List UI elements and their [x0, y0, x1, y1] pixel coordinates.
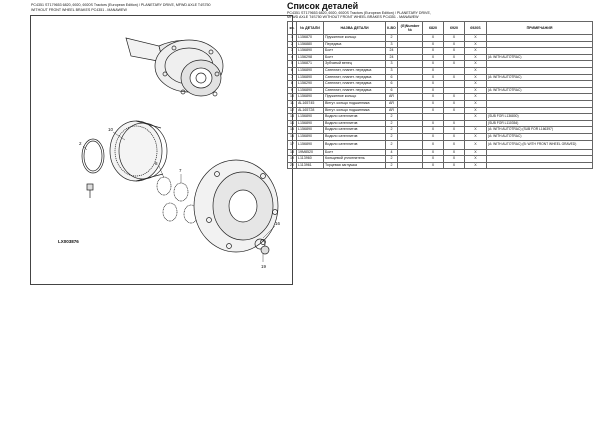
- model-6920s-cell: X: [465, 133, 487, 140]
- model-6920-cell: X: [444, 74, 465, 81]
- model-6920s-cell: X: [465, 127, 487, 134]
- quantity-cell: 6: [386, 81, 398, 88]
- quantity-cell: 2: [386, 162, 398, 169]
- part-name-cell: Водило сателлитов: [324, 114, 386, 121]
- model-6920s-cell: X: [465, 149, 487, 156]
- parts-list-subtitle-line1: PC4351 ST179653 6820, 6920, 6920S Tractors (European Edition) / PLANETARY DRIVE,: [287, 11, 431, 15]
- callout-label: 8: [155, 161, 158, 166]
- part-number-cell: L156870: [297, 35, 324, 42]
- column-header: 6920: [444, 22, 465, 35]
- quantity-cell: 2: [386, 114, 398, 121]
- model-6920-cell: X: [444, 156, 465, 163]
- item-number-cell: 17: [288, 140, 297, 149]
- g-number-cell: [398, 67, 423, 74]
- quantity-cell: 24: [386, 54, 398, 61]
- model-6920-cell: [444, 67, 465, 74]
- part-number-cell: L156890: [297, 74, 324, 81]
- part-name-cell: Водило сателлитов: [324, 120, 386, 127]
- model-6920s-cell: X: [465, 94, 487, 101]
- remarks-cell: (SUB FOR L110354): [487, 120, 593, 127]
- column-header: К-ВО: [386, 22, 398, 35]
- model-6820-cell: X: [423, 67, 444, 74]
- table-row: [288, 133, 593, 140]
- quantity-cell: 2: [386, 133, 398, 140]
- item-number-cell: 2: [288, 41, 297, 48]
- item-number-cell: 11: [288, 100, 297, 107]
- item-number-cell: 8: [288, 81, 297, 88]
- table-row: [288, 114, 593, 121]
- model-6920s-cell: X: [465, 81, 487, 88]
- column-header: 6920S: [465, 22, 487, 35]
- g-number-cell: [398, 149, 423, 156]
- callout-label: 2: [79, 141, 82, 146]
- model-6920-cell: [444, 114, 465, 121]
- g-number-cell: [398, 127, 423, 134]
- snap-ring-drawing: [82, 139, 104, 173]
- model-6820-cell: X: [423, 127, 444, 134]
- g-number-cell: [398, 35, 423, 42]
- model-6920-cell: X: [444, 149, 465, 156]
- model-6820-cell: X: [423, 87, 444, 94]
- model-6920s-cell: X: [465, 54, 487, 61]
- parts-table-header: [288, 22, 593, 35]
- diagram-header-line2: WITHOUT FRONT WHEEL BRAKES PC4351 - MANAWEW: [31, 7, 127, 12]
- model-6920-cell: X: [444, 61, 465, 68]
- quantity-cell: 6: [386, 74, 398, 81]
- table-row: [288, 100, 593, 107]
- g-number-cell: [398, 87, 423, 94]
- column-header: ПРИМЕЧАНИЯ: [487, 22, 593, 35]
- model-6920s-cell: X: [465, 87, 487, 94]
- g-number-cell: [398, 61, 423, 68]
- model-6820-cell: X: [423, 35, 444, 42]
- part-number-cell: L156890: [297, 120, 324, 127]
- g-number-cell: [398, 81, 423, 88]
- part-number-cell: L156871: [297, 61, 324, 68]
- part-number-cell: L113960: [297, 156, 324, 163]
- item-number-cell: 3: [288, 48, 297, 55]
- quantity-cell: 2: [386, 120, 398, 127]
- column-header: кн.: [288, 22, 297, 35]
- item-number-cell: 16: [288, 133, 297, 140]
- quantity-cell: 3: [386, 67, 398, 74]
- part-number-cell: L156890: [297, 48, 324, 55]
- part-name-cell: Сателлит, планет. передача: [324, 81, 386, 88]
- item-number-cell: 14: [288, 120, 297, 127]
- g-number-cell: [398, 120, 423, 127]
- remarks-cell: (A: WITH AUTOTRAC): [487, 87, 593, 94]
- quantity-cell: AR: [386, 107, 398, 114]
- part-name-cell: Торцевая заглушка: [324, 162, 386, 169]
- part-name-cell: Вінгут. кольцо подшипника: [324, 107, 386, 114]
- table-row: [288, 41, 593, 48]
- remarks-cell: [487, 48, 593, 55]
- model-6820-cell: X: [423, 61, 444, 68]
- quantity-cell: 2: [386, 140, 398, 149]
- model-6920s-cell: X: [465, 41, 487, 48]
- g-number-cell: [398, 133, 423, 140]
- quantity-cell: 2: [386, 35, 398, 42]
- model-6820-cell: X: [423, 162, 444, 169]
- model-6920s-cell: X: [465, 140, 487, 149]
- g-number-cell: [398, 41, 423, 48]
- model-6820-cell: X: [423, 140, 444, 149]
- remarks-cell: [487, 41, 593, 48]
- part-name-cell: Зубчатый венец: [324, 61, 386, 68]
- model-6820-cell: X: [423, 41, 444, 48]
- model-6920-cell: X: [444, 133, 465, 140]
- g-number-cell: [398, 114, 423, 121]
- part-name-cell: Сателлит, планет. передача: [324, 67, 386, 74]
- remarks-cell: (SUB FOR L136800): [487, 114, 593, 121]
- callout-label: 7: [179, 168, 182, 173]
- callout-label: 16: [275, 221, 281, 226]
- item-number-cell: 19: [288, 156, 297, 163]
- part-name-cell: Вінгут. кольцо подшипника: [324, 100, 386, 107]
- remarks-cell: (A: WITH AUTOTRAC): [487, 133, 593, 140]
- model-6920s-cell: X: [465, 67, 487, 74]
- model-6920-cell: X: [444, 35, 465, 42]
- quantity-cell: AR: [386, 94, 398, 101]
- part-name-cell: Водило сателлитов: [324, 140, 386, 149]
- callout-label: 10: [108, 127, 114, 132]
- part-name-cell: Болт: [324, 48, 386, 55]
- model-6920-cell: [444, 87, 465, 94]
- axle-housing-drawing: [126, 38, 223, 96]
- model-6820-cell: X: [423, 107, 444, 114]
- model-6820-cell: X: [423, 100, 444, 107]
- part-name-cell: Болт: [324, 54, 386, 61]
- part-number-cell: L156890: [297, 140, 324, 149]
- part-number-cell: L156880: [297, 41, 324, 48]
- remarks-cell: [487, 100, 593, 107]
- model-6920s-cell: X: [465, 162, 487, 169]
- item-number-cell: 6: [288, 67, 297, 74]
- model-6920-cell: X: [444, 162, 465, 169]
- quantity-cell: 3: [386, 61, 398, 68]
- table-row: [288, 54, 593, 61]
- exploded-diagram: [30, 15, 293, 285]
- item-number-cell: 1: [288, 35, 297, 42]
- part-number-cell: L113961: [297, 162, 324, 169]
- remarks-cell: (A: WITH AUTOTRAC) (SUB FOR L166397): [487, 127, 593, 134]
- planet-carrier-drawing: [194, 160, 278, 252]
- quantity-cell: 6: [386, 87, 398, 94]
- remarks-cell: [487, 107, 593, 114]
- table-row: [288, 107, 593, 114]
- table-row: [288, 162, 593, 169]
- g-number-cell: [398, 54, 423, 61]
- model-6820-cell: X: [423, 81, 444, 88]
- model-6920s-cell: X: [465, 61, 487, 68]
- table-row: [288, 127, 593, 134]
- g-number-cell: [398, 156, 423, 163]
- table-row: [288, 81, 593, 88]
- quantity-cell: 2: [386, 156, 398, 163]
- remarks-cell: (A: WITH AUTOTRAC): [487, 54, 593, 61]
- diagram-code: LX003876: [58, 239, 79, 244]
- item-number-cell: 10: [288, 94, 297, 101]
- model-6820-cell: X: [423, 54, 444, 61]
- table-row: [288, 67, 593, 74]
- part-name-cell: Болт: [324, 149, 386, 156]
- column-header: № ДЕТАЛИ: [297, 22, 324, 35]
- part-name-cell: Пружинное кольцо: [324, 94, 386, 101]
- part-name-cell: Передача: [324, 41, 386, 48]
- model-6920-cell: X: [444, 100, 465, 107]
- quantity-cell: 4: [386, 149, 398, 156]
- item-number-cell: 15: [288, 127, 297, 134]
- item-number-cell: 13: [288, 114, 297, 121]
- model-6920-cell: X: [444, 54, 465, 61]
- column-header: 6820: [423, 22, 444, 35]
- remarks-cell: (A: WITH AUTOTRAC): [487, 74, 593, 81]
- item-number-cell: 7: [288, 74, 297, 81]
- model-6920s-cell: X: [465, 74, 487, 81]
- remarks-cell: [487, 94, 593, 101]
- quantity-cell: 3: [386, 41, 398, 48]
- column-header: НАЗВА ДЕТАЛИ: [324, 22, 386, 35]
- model-6820-cell: X: [423, 120, 444, 127]
- remarks-cell: [487, 149, 593, 156]
- g-number-cell: [398, 94, 423, 101]
- remarks-cell: [487, 67, 593, 74]
- remarks-cell: [487, 81, 593, 88]
- part-name-cell: Кольцевой уплотнитель: [324, 156, 386, 163]
- model-6820-cell: X: [423, 74, 444, 81]
- g-number-cell: [398, 140, 423, 149]
- model-6820-cell: X: [423, 133, 444, 140]
- part-name-cell: Сателлит, планет. передача: [324, 87, 386, 94]
- model-6920s-cell: X: [465, 100, 487, 107]
- table-row: [288, 48, 593, 55]
- item-number-cell: 9: [288, 87, 297, 94]
- g-number-cell: [398, 100, 423, 107]
- item-number-cell: 4: [288, 54, 297, 61]
- bolt-drawing: [87, 184, 93, 198]
- g-number-cell: [398, 162, 423, 169]
- remarks-cell: [487, 162, 593, 169]
- remarks-cell: [487, 35, 593, 42]
- part-number-cell: L156890: [297, 133, 324, 140]
- parts-table: [287, 21, 593, 169]
- model-6920s-cell: X: [465, 35, 487, 42]
- model-6820-cell: X: [423, 48, 444, 55]
- model-6820-cell: X: [423, 156, 444, 163]
- part-number-cell: AL165728: [297, 107, 324, 114]
- model-6920s-cell: [465, 120, 487, 127]
- parts-list-subtitle: [287, 11, 592, 20]
- table-row: [288, 140, 593, 149]
- model-6920s-cell: X: [465, 156, 487, 163]
- parts-list-subtitle-line2: MFWD AXLE T4S750 WITHOUT FRONT WHEEL BRAKES PC4351 - MANAWEW: [287, 15, 419, 20]
- ring-gear-drawing: [110, 121, 167, 181]
- callout-label: 19: [261, 264, 267, 269]
- diagram-header-line1: PC4351 ST179653 6820, 6920, 6920S Tractors (European Edition) / PLANETARY DRIVE, MFWD AXLE T4S750: [31, 3, 211, 7]
- table-row: [288, 61, 593, 68]
- table-row: [288, 87, 593, 94]
- diagram-header: [31, 3, 293, 12]
- model-6920-cell: [444, 81, 465, 88]
- table-row: [288, 120, 593, 127]
- table-row: [288, 35, 593, 42]
- quantity-cell: 2: [386, 127, 398, 134]
- model-6920s-cell: X: [465, 114, 487, 121]
- item-number-cell: 5: [288, 61, 297, 68]
- quantity-cell: 24: [386, 48, 398, 55]
- part-name-cell: Сателлит, планет. передача: [324, 74, 386, 81]
- item-number-cell: 12: [288, 107, 297, 114]
- quantity-cell: AR: [386, 100, 398, 107]
- item-number-cell: 20: [288, 162, 297, 169]
- model-6820-cell: X: [423, 94, 444, 101]
- model-6820-cell: [423, 114, 444, 121]
- table-row: [288, 156, 593, 163]
- part-number-cell: L156890: [297, 87, 324, 94]
- part-number-cell: L156890: [297, 67, 324, 74]
- model-6920-cell: X: [444, 41, 465, 48]
- part-number-cell: L156890: [297, 127, 324, 134]
- model-6920s-cell: X: [465, 107, 487, 114]
- item-number-cell: 18: [288, 149, 297, 156]
- part-name-cell: Водило сателлитов: [324, 133, 386, 140]
- remarks-cell: [487, 61, 593, 68]
- model-6920-cell: X: [444, 107, 465, 114]
- remarks-cell: [487, 156, 593, 163]
- part-number-cell: L156890: [297, 114, 324, 121]
- model-6920-cell: X: [444, 120, 465, 127]
- part-number-cell: 19M8520: [297, 149, 324, 156]
- part-name-cell: Водило сателлитов: [324, 127, 386, 134]
- g-number-cell: [398, 74, 423, 81]
- parts-list-title: Список деталей: [287, 1, 359, 11]
- model-6920-cell: X: [444, 140, 465, 149]
- part-name-cell: Пружинное кольцо: [324, 35, 386, 42]
- model-6920s-cell: X: [465, 48, 487, 55]
- model-6920-cell: X: [444, 127, 465, 134]
- column-header: (G)Number №: [398, 22, 423, 35]
- part-number-cell: L156890: [297, 94, 324, 101]
- part-number-cell: L156290: [297, 81, 324, 88]
- model-6820-cell: X: [423, 149, 444, 156]
- g-number-cell: [398, 107, 423, 114]
- planet-gears-drawing: [157, 177, 198, 223]
- part-number-cell: AL165745: [297, 100, 324, 107]
- table-row: [288, 149, 593, 156]
- table-row: [288, 74, 593, 81]
- parts-table-body: [288, 35, 593, 169]
- g-number-cell: [398, 48, 423, 55]
- remarks-cell: (A: WITH AUTOTRAC) (B: WITH FRONT WHEEL GRAVED): [487, 140, 593, 149]
- table-row: [288, 94, 593, 101]
- part-number-cell: L156298: [297, 54, 324, 61]
- model-6920-cell: X: [444, 48, 465, 55]
- model-6920-cell: X: [444, 94, 465, 101]
